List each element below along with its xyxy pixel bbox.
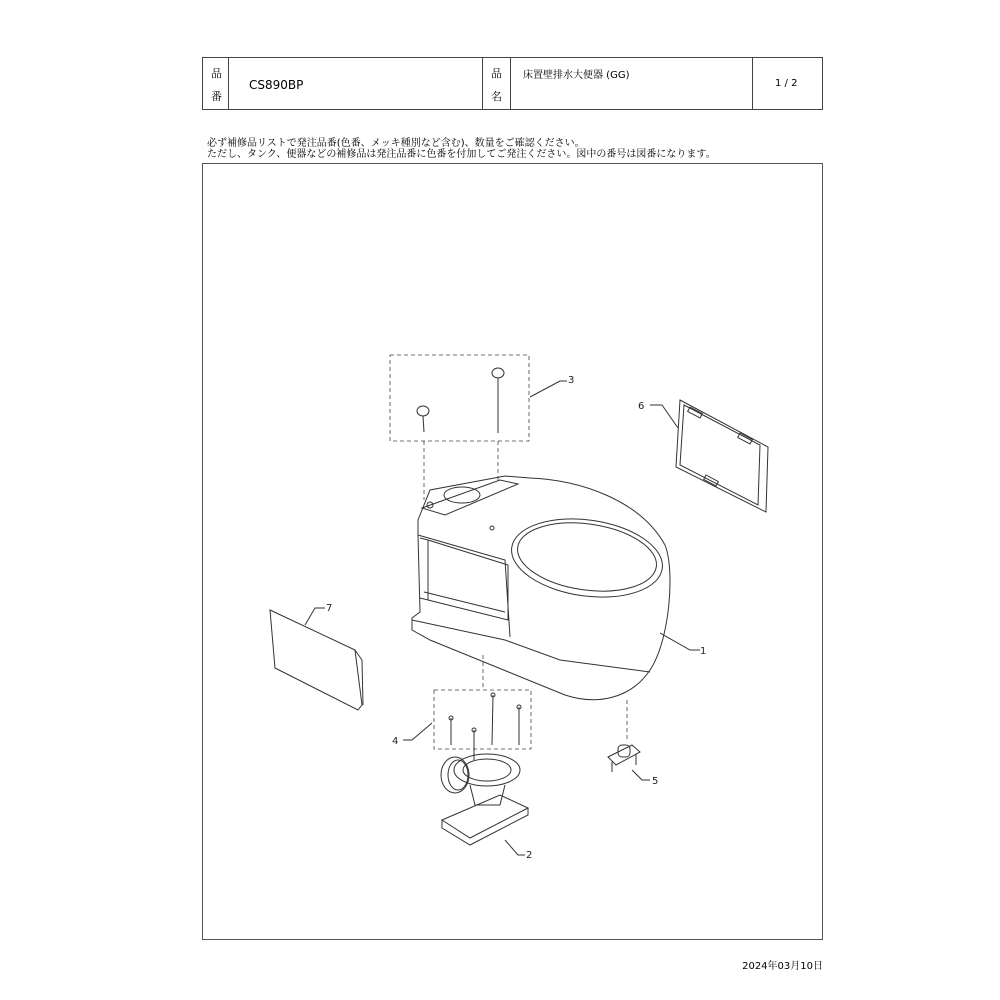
part-2-drain-flange: [441, 754, 528, 845]
callout-6: 6: [638, 401, 645, 412]
part-5-fixing-bracket: [608, 745, 640, 772]
part-4-group-box: [434, 690, 531, 749]
part-3-bolt-cap-right: [492, 368, 504, 433]
part-1-toilet-body: [412, 476, 670, 700]
callout-4-leader: [403, 723, 432, 740]
part-6-side-panel: [676, 400, 768, 512]
callout-7: 7: [326, 603, 333, 614]
callout-5-leader: [632, 770, 650, 780]
callout-6-leader: [650, 405, 678, 428]
callout-3: 3: [568, 375, 575, 386]
part-7-side-panel: [270, 610, 363, 710]
callout-1-leader: [660, 633, 700, 650]
note-line-2: ただし、タンク、便器などの補修品は発注品番に色番を付加してご発注ください。図中の番号は図番になります。: [207, 149, 716, 160]
callout-1: 1: [700, 646, 707, 657]
part-3-group-box: [390, 355, 529, 441]
part-3-bolt-cap-left: [417, 406, 429, 432]
product-name: 床置壁排水大便器 (GG): [523, 70, 630, 81]
name-label-bottom: 名: [491, 90, 502, 103]
note-line-1: 必ず補修品リストで発注品番(色番、メッキ種別など含む)、数量をご確認ください。: [207, 138, 585, 149]
page-number: 1 / 2: [775, 78, 798, 89]
part-4-screws: [449, 693, 521, 760]
issue-date: 2024年03月10日: [742, 961, 823, 972]
part-no-value: CS890BP: [249, 78, 304, 92]
callout-7-leader: [305, 608, 325, 625]
callout-2: 2: [526, 850, 533, 861]
callout-3-leader: [530, 381, 567, 397]
name-label-top: 品: [491, 67, 502, 80]
callout-5: 5: [652, 776, 659, 787]
part-no-label-top: 品: [211, 67, 222, 80]
callout-4: 4: [392, 736, 399, 747]
part-no-label-bottom: 番: [211, 90, 222, 103]
callout-2-leader: [505, 840, 525, 855]
